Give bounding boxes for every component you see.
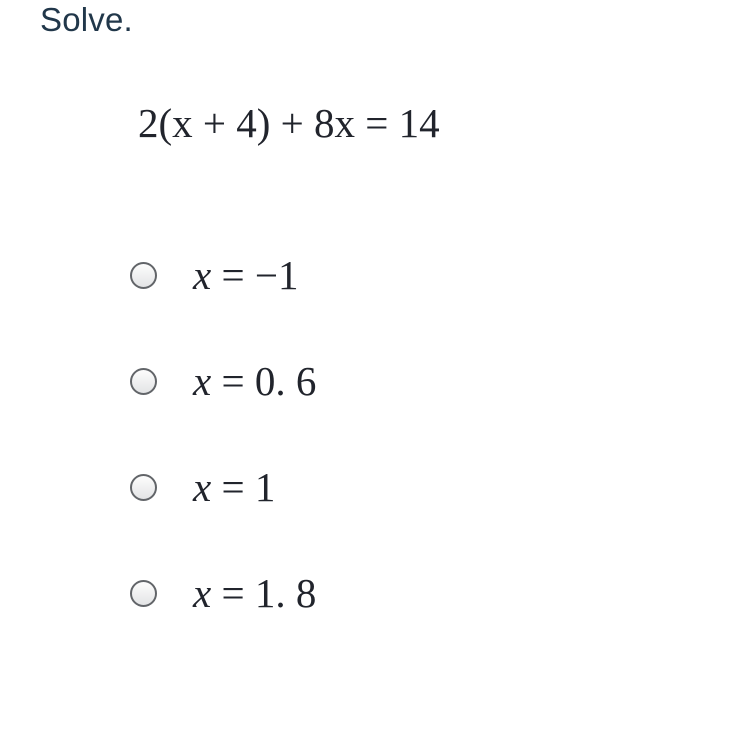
choice-2[interactable] xyxy=(130,354,316,408)
choice-value: = −1 xyxy=(211,252,299,298)
choice-3[interactable] xyxy=(130,460,316,514)
choice-1[interactable] xyxy=(130,248,316,302)
choice-variable: x xyxy=(193,464,212,510)
equation: 2(x + 4) + 8x = 14 xyxy=(138,100,440,146)
choice-value: = 1. 8 xyxy=(211,570,317,616)
choice-value: = 0. 6 xyxy=(211,358,317,404)
radio-button-unselected-icon[interactable] xyxy=(130,368,157,395)
choice-4[interactable] xyxy=(130,566,316,620)
choice-variable: x xyxy=(193,252,212,298)
choice-variable: x xyxy=(193,570,212,616)
answer-choices xyxy=(130,248,316,672)
radio-button-unselected-icon[interactable] xyxy=(130,580,157,607)
choice-variable: x xyxy=(193,358,212,404)
choice-label xyxy=(193,566,316,620)
choice-label xyxy=(193,460,275,514)
question-prompt: Solve. xyxy=(40,1,133,38)
radio-button-unselected-icon[interactable] xyxy=(130,474,157,501)
choice-label xyxy=(193,354,316,408)
choice-label xyxy=(193,248,298,302)
choice-value: = 1 xyxy=(211,464,276,510)
radio-button-unselected-icon[interactable] xyxy=(130,262,157,289)
